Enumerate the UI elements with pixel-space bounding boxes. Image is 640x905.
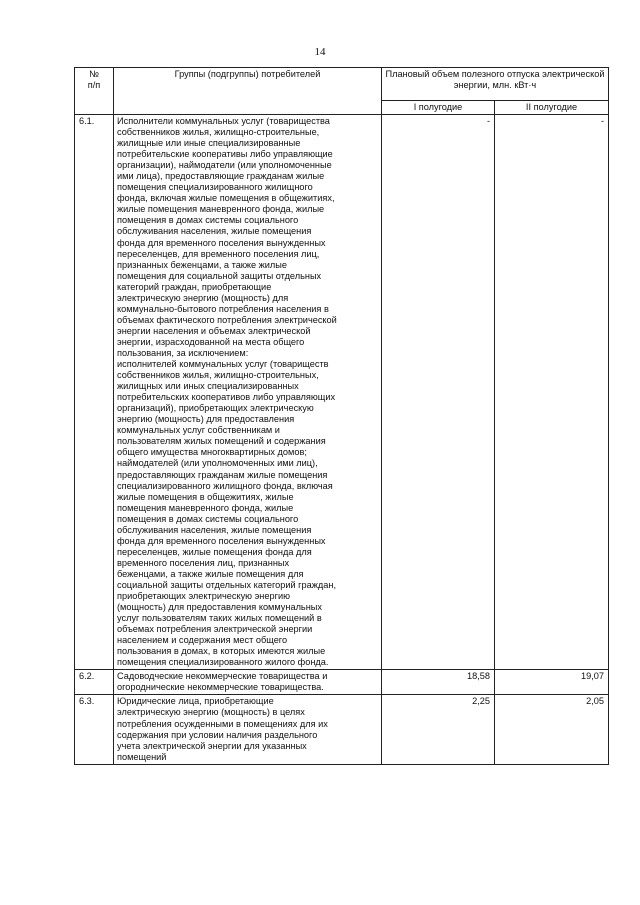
row-description: Юридические лица, приобретающие электрическую энергию (мощность) в целях потребления осужденными в помещениях для их содержания при условии наличия раздельного учета электрической энергии для указанных помещений xyxy=(114,695,382,764)
row-description: Исполнители коммунальных услуг (товарищества собственников жилья, жилищно-строительные, жилищные или иные специализированные потребительские кооперативы либо управляющие организации), наймодатели (или уполномоченные ими лица), предоставляющие гражданам жилые помещения специализированного жилищного фонда, включая жилые помещения в общежитиях, жилые помещения маневренного фонда, жилые помещения в домах системы социального обслуживания населения, жилые помещения фонда для временного поселения вынужденных переселенцев, для временного поселения лиц, признанных беженцами, а также жилые помещения для социальной защиты отдельных категорий граждан, приобретающие электрическую энергию (мощность) для коммунально-бытового потребления населения в объемах фактического потребления электрической энергии населения и объемах электрической энергии, израсходованной на места общего пользования, за исключением: исполнителей коммунальных услуг (товариществ собственников жилья, жилищно-строительных, жилищных или иных специализированных потребительских кооперативов либо управляющих организаций), приобретающих электрическую энергию (мощность) для предоставления коммунальных услуг собственникам и пользователям жилых помещений и содержания общего имущества многоквартирных домов; наймодателей (или уполномоченных ими лиц), предоставляющих гражданам жилые помещения специализированного жилищного фонда, включая жилые помещения в общежитиях, жилые помещения маневренного фонда, жилые помещения в домах системы социального обслуживания населения, жилые помещения фонда для временного поселения вынужденных переселенцев, жилые помещения фонда для временного поселения лиц, признанных беженцами, а также жилые помещения для социальной защиты отдельных категорий граждан, приобретающих электрическую энергию (мощность) для предоставления коммунальных услуг пользователям таких жилых помещений в объемах потребления электрической энергии населением и содержания мест общего пользования в домах, в которых имеются жилые помещения специализированного жилого фонда. xyxy=(114,115,382,670)
row-half1-value: 18,58 xyxy=(382,670,495,695)
row-number: 6.2. xyxy=(75,670,114,695)
row-description: Садоводческие некоммерческие товарищества и огороднические некоммерческие товарищества. xyxy=(114,670,382,695)
row-half1-value: - xyxy=(382,115,495,670)
header-volume: Плановый объем полезного отпуска электрической энергии, млн. кВт·ч xyxy=(382,68,609,101)
consumer-volume-table xyxy=(74,67,609,765)
row-half2-value: 2,05 xyxy=(495,695,609,764)
row-half2-value: 19,07 xyxy=(495,670,609,695)
header-half2: II полугодие xyxy=(495,101,609,115)
row-half1-value: 2,25 xyxy=(382,695,495,764)
row-number: 6.3. xyxy=(75,695,114,764)
table-row xyxy=(75,695,609,764)
row-number: 6.1. xyxy=(75,115,114,670)
table-row xyxy=(75,670,609,695)
table-row xyxy=(75,115,609,670)
row-half2-value: - xyxy=(495,115,609,670)
header-half1: I полугодие xyxy=(382,101,495,115)
header-number: № п/п xyxy=(75,68,114,115)
page-number: 14 xyxy=(314,46,326,58)
header-groups: Группы (подгруппы) потребителей xyxy=(114,68,382,115)
